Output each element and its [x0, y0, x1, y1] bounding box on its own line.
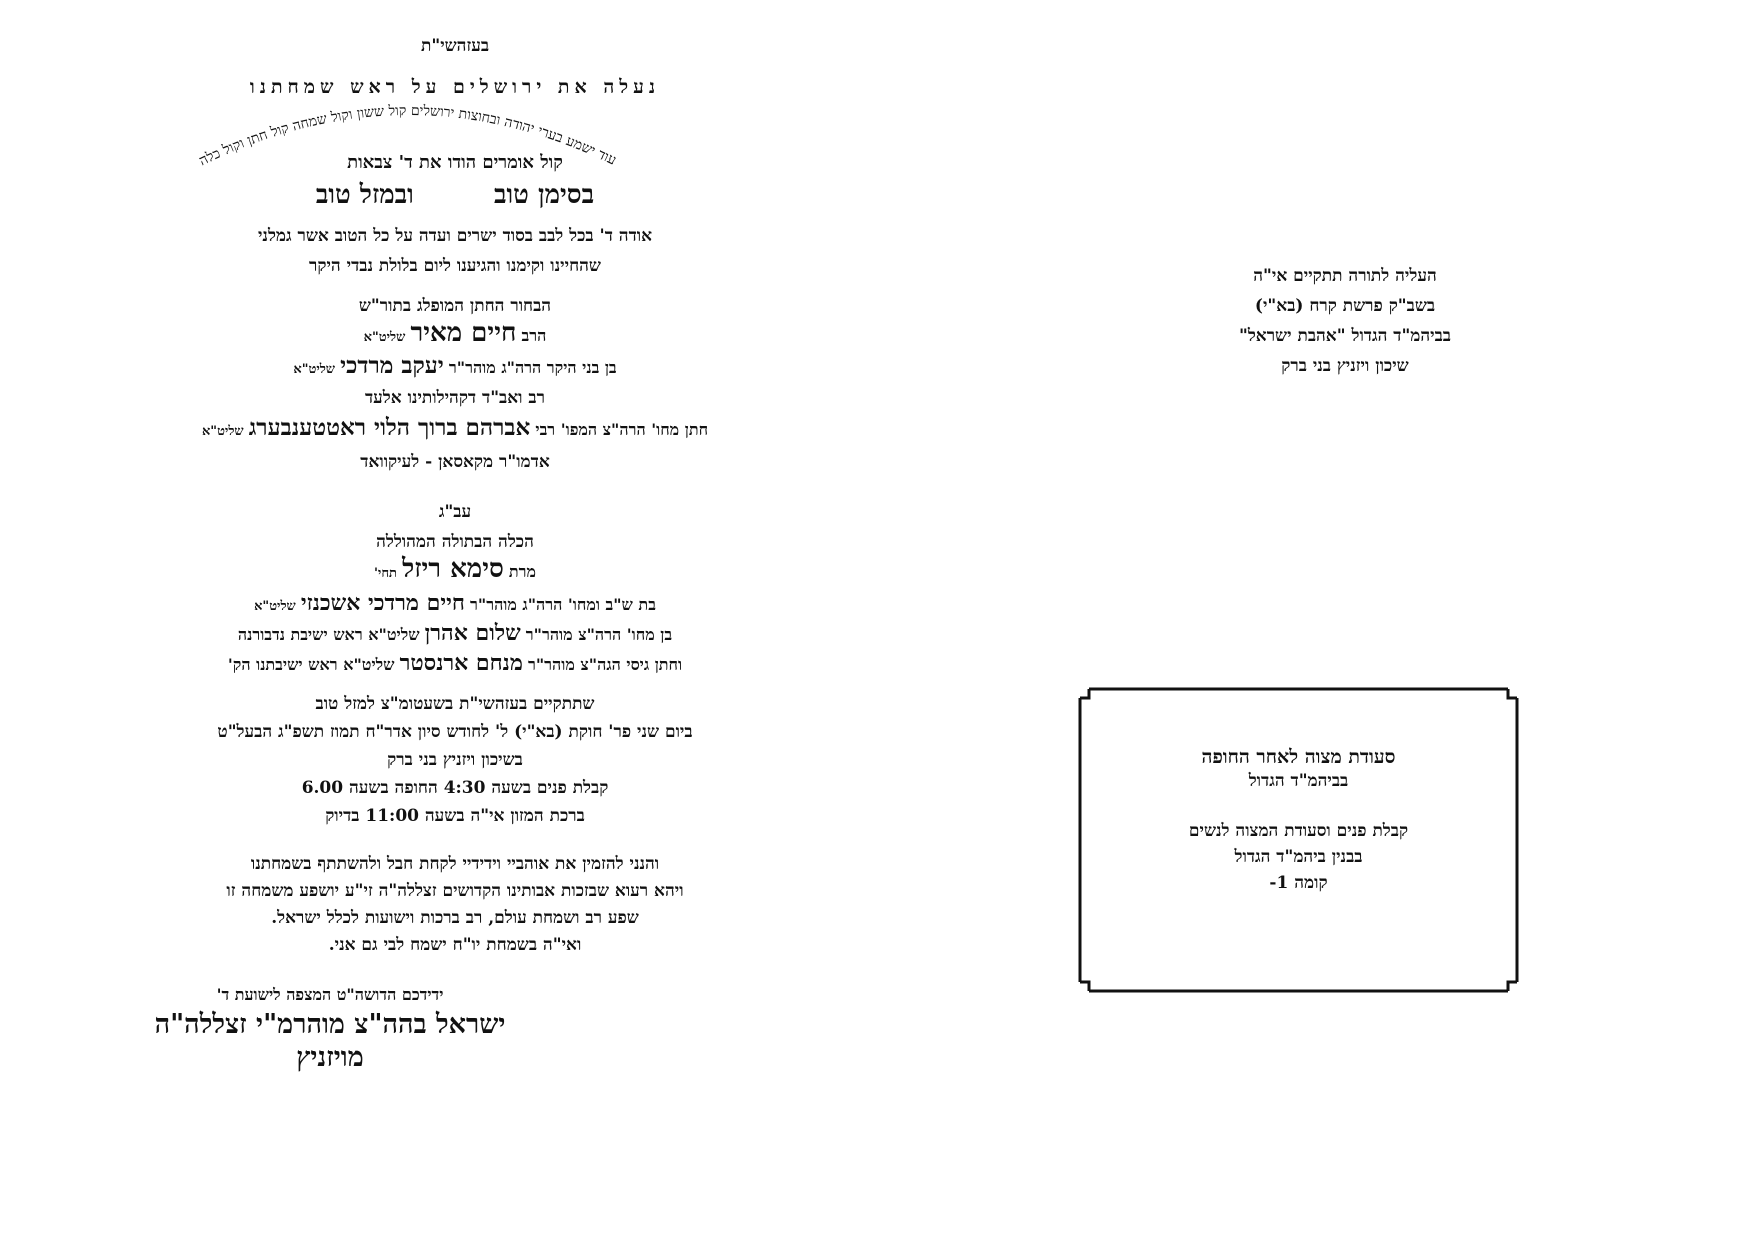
groom-name: חיים מאיר — [410, 318, 517, 348]
box-subtitle: בביהמ"ד הגדול — [1248, 771, 1349, 791]
aliyah-line-2: בשב"ק פרשת קרח (בא"י) — [1254, 296, 1436, 316]
arc-verse — [40, 0, 870, 260]
groom-father-prefix: בן בני היקר הרה"ג מוהר"ר — [448, 358, 617, 377]
top-blessing: בעזהשי"ת — [420, 36, 490, 56]
thanks-line-2: שהחיינו וקימנו והגיענו ליום בלולת נבדי היקר — [309, 256, 601, 276]
siman-tov: בסימן טוב — [494, 180, 595, 210]
box-line-3: קומה 1- — [1269, 873, 1328, 893]
bride-gf2-prefix: וחתן גיסי הגה"צ מוהר"ר — [527, 655, 683, 674]
bride-gf2-suffix: שליט"א ראש ישיבתנו הק' — [227, 655, 395, 674]
groom-prefix: הרב — [521, 326, 547, 345]
bride-name-line — [40, 554, 870, 584]
mazal-tov: ובמזל טוב — [315, 180, 414, 210]
aliyah-block — [1085, 0, 1605, 1241]
bride-father-line — [40, 590, 870, 616]
bride-gf-name: שלום אהרן — [424, 620, 521, 646]
bride-father-prefix: בת ש"ב ומחו' הרה"ג מוהר"ר — [470, 595, 656, 614]
groom-suffix: שליט"א — [363, 330, 406, 345]
groom-intro: הבחור החתן המופלג בתור"ש — [358, 296, 552, 316]
grandfather-line — [40, 414, 870, 441]
aliyah-line-3: בביהמ"ד הגדול "אהבת ישראל" — [1238, 326, 1452, 346]
grandfather-prefix: חתן מחו' הרה"צ המפו' רבי — [535, 420, 709, 439]
groom-father-line — [40, 352, 870, 379]
bride-father-name: חיים מרדכי אשכנזי — [300, 590, 465, 616]
box-line-1: קבלת פנים וסעודת המצוה לנשים — [1188, 821, 1409, 841]
groom-name-line — [40, 318, 870, 348]
grandfather-suffix: שליט"א — [201, 424, 244, 439]
bride-gf-suffix: שליט"א ראש ישיבת נדבורנה — [237, 625, 420, 644]
seudah-box — [1077, 686, 1520, 994]
invite-line-3: שפע רב ושמחת עולם, רב ברכות וישועות לכלל ישראל. — [271, 908, 639, 928]
invite-line-1: והנני להזמין את אוהביי וידידיי לקחת חבל ולהשתתף בשמחתנו — [250, 854, 660, 874]
invite-line-2: ויהא רעוא שבזכות אבותינו הקדושים זצללה"ה זי"ע יושפע משמחה זו — [226, 881, 684, 901]
signature-block — [100, 985, 560, 1073]
invitation-main — [40, 0, 870, 1241]
invite-line-4: ואי"ה בשמחת יו"ח ישמח לבי גם אני. — [328, 935, 582, 955]
groom-father-suffix: שליט"א — [293, 362, 336, 377]
event-line-4: קבלת פנים בשעה 4:30 החופה בשעה 6.00 — [301, 778, 609, 798]
grandfather-title: אדמו"ר מקאסאן - לעיקוואד — [360, 452, 550, 472]
arc-verse-text: עוד ישמע בערי יהודה ובחוצות ירושלים קול ששון וקול שמחה קול חתן וקול כלה — [196, 102, 619, 170]
groom-father-name: יעקב מרדכי — [340, 352, 444, 379]
signature-place: מויזניץ — [296, 1042, 364, 1073]
bride-grandfather2-line — [40, 650, 870, 676]
bride-name: סימא ריזל — [402, 554, 504, 584]
event-line-5: ברכת המזון אי"ה בשעה 11:00 בדיוק — [325, 806, 585, 826]
event-line-3: בשיכון ויזניץ בני ברק — [387, 750, 523, 770]
aliyah-line-1: העליה לתורה תתקיים אי"ה — [1253, 266, 1437, 286]
grandfather-name: אברהם ברוך הלוי ראטטענבערג — [248, 414, 531, 441]
verse-praise: קול אומרים הודו את ד' צבאות — [347, 152, 563, 173]
event-line-2: ביום שני פר' חוקת (בא"י) ל' לחודש סיון אדר"ח תמוז תשפ"ג הבעל"ט — [217, 722, 693, 742]
bride-father-suffix: שליט"א — [254, 599, 296, 614]
bride-grandfather-line — [40, 620, 870, 646]
event-line-1: שתתקיים בעזהשי"ת בשעטומ"צ למזל טוב — [315, 694, 595, 714]
abg: עב"ג — [438, 502, 472, 522]
signature-intro: ידידכם הדושה"ט המצפה לישועת ד' — [216, 985, 444, 1004]
bride-prefix: מרת — [508, 562, 537, 581]
box-content — [1077, 746, 1520, 893]
box-title: סעודת מצוה לאחר החופה — [1201, 746, 1396, 768]
mazal-line — [40, 180, 870, 210]
verse-jerusalem: נעלה את ירושלים על ראש שמחתנו — [249, 76, 661, 98]
bride-intro: הכלה הבתולה המהוללה — [376, 532, 534, 552]
groom-father-title: רב ואב"ד דקהילותינו אלעד — [365, 388, 545, 408]
bride-gf2-name: מנחם ארנסטר — [399, 650, 523, 676]
bride-suffix: תחי' — [373, 566, 397, 581]
bride-gf-prefix: בן מחו' הרה"צ מוהר"ר — [525, 625, 673, 644]
aliyah-line-4: שיכון ויזניץ בני ברק — [1281, 356, 1409, 376]
signature-name: ישראל בהה"צ מוהרמ"י זצללה"ה — [154, 1009, 506, 1040]
box-line-2: בבנין ביהמ"ד הגדול — [1234, 847, 1363, 867]
thanks-line-1: אודה ד' בכל לבב בסוד ישרים ועדה על כל הטוב אשר גמלני — [257, 226, 653, 246]
